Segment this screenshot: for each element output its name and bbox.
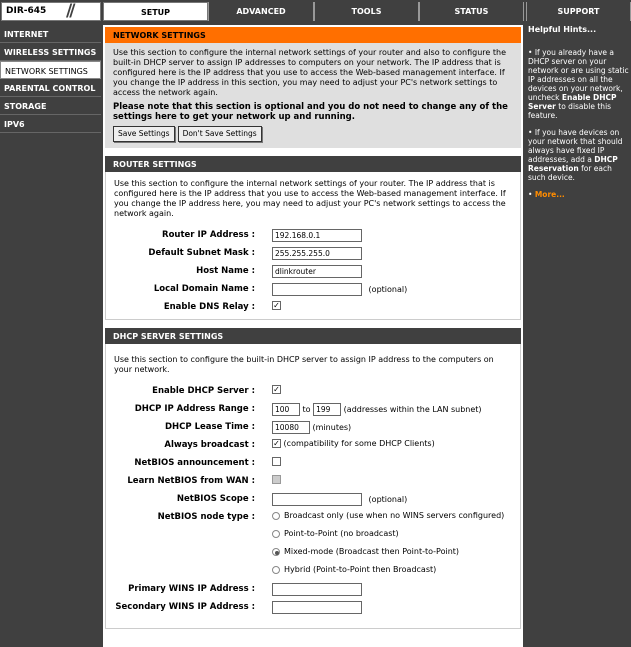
netbios-announcement-row bbox=[114, 455, 512, 473]
host-name-row bbox=[114, 263, 512, 281]
section-title: ROUTER SETTINGS bbox=[105, 156, 521, 172]
logo-slashes: // bbox=[66, 2, 73, 21]
secondary-wins-row bbox=[114, 599, 512, 617]
network-settings-body bbox=[105, 43, 521, 148]
router-ip-input[interactable]: 192.168.0.1 bbox=[272, 229, 362, 242]
radio-label: Point-to-Point (no broadcast) bbox=[284, 529, 399, 538]
range-end-input[interactable]: 199 bbox=[313, 403, 341, 416]
enable-dhcp-checkbox[interactable]: ✓ bbox=[273, 385, 280, 394]
hint-bold: Enable DHCP Server bbox=[528, 93, 617, 111]
learn-netbios-checkbox[interactable] bbox=[272, 475, 281, 484]
sidebar bbox=[0, 25, 101, 133]
subnet-mask-input[interactable]: 255.255.255.0 bbox=[272, 247, 362, 260]
range-note: (addresses within the LAN subnet) bbox=[343, 405, 482, 414]
router-settings-body bbox=[105, 172, 521, 320]
helpful-hints-panel bbox=[526, 25, 631, 207]
top-navigation-bar bbox=[0, 0, 631, 23]
dhcp-range-row bbox=[114, 401, 512, 419]
netbios-announcement-checkbox[interactable] bbox=[272, 457, 281, 466]
always-broadcast-row bbox=[114, 437, 512, 455]
hint-item bbox=[528, 48, 629, 120]
tab-setup[interactable]: SETUP bbox=[103, 2, 208, 21]
section-title: NETWORK SETTINGS bbox=[105, 27, 521, 43]
tab-status[interactable]: STATUS bbox=[419, 2, 524, 21]
optional-note: Please note that this section is optional and you do not need to change any of the settings here to get your network up and running. bbox=[113, 102, 508, 122]
node-point-to-point-radio[interactable] bbox=[272, 530, 280, 538]
node-broadcast-radio[interactable] bbox=[272, 512, 280, 520]
learn-netbios-row bbox=[114, 473, 512, 491]
field-label: Always broadcast : bbox=[164, 440, 255, 450]
node-option-row bbox=[114, 545, 512, 563]
sidebar-item-ipv6[interactable]: IPV6 bbox=[0, 115, 101, 133]
dns-relay-checkbox[interactable]: ✓ bbox=[273, 301, 280, 310]
range-start-input[interactable]: 100 bbox=[272, 403, 300, 416]
field-label: NetBIOS announcement : bbox=[134, 458, 255, 468]
bullet-icon: • bbox=[528, 128, 533, 137]
hint-bold: DHCP Reservation bbox=[528, 155, 618, 173]
hint-text: If you have devices on your network that should always have fixed IP addresses, add a bbox=[528, 128, 623, 164]
router-settings-section bbox=[105, 156, 521, 320]
lease-unit: (minutes) bbox=[312, 423, 352, 432]
range-to-label: to bbox=[302, 405, 311, 414]
dhcp-settings-body bbox=[105, 344, 521, 629]
network-settings-section bbox=[105, 27, 521, 148]
model-name: DIR-645 bbox=[6, 6, 47, 16]
primary-wins-row bbox=[114, 581, 512, 599]
hint-item bbox=[528, 128, 629, 182]
node-mixed-mode-radio[interactable] bbox=[272, 548, 280, 556]
lease-time-input[interactable]: 10080 bbox=[272, 421, 310, 434]
node-hybrid-radio[interactable] bbox=[272, 566, 280, 574]
broadcast-note: (compatibility for some DHCP Clients) bbox=[283, 439, 435, 448]
hint-text: If you already have a DHCP server on your network or are using static IP addresses on all the devices on your network, uncheck bbox=[528, 48, 629, 102]
dhcp-server-settings-section bbox=[105, 328, 521, 629]
netbios-node-type-row bbox=[114, 509, 512, 527]
lease-time-row bbox=[114, 419, 512, 437]
node-option-row bbox=[114, 527, 512, 545]
field-label: Local Domain Name : bbox=[153, 284, 255, 294]
field-label: Host Name : bbox=[196, 266, 255, 276]
field-label: Enable DHCP Server : bbox=[152, 386, 255, 396]
sidebar-item-wireless-settings[interactable]: WIRELESS SETTINGS bbox=[0, 43, 101, 61]
radio-label: Broadcast only (use when no WINS servers configured) bbox=[284, 511, 505, 520]
main-content bbox=[103, 25, 523, 647]
bullet-icon: • bbox=[528, 190, 533, 199]
radio-label: Mixed-mode (Broadcast then Point-to-Point) bbox=[284, 547, 460, 556]
tab-advanced[interactable]: ADVANCED bbox=[208, 2, 314, 21]
netbios-scope-row bbox=[114, 491, 512, 509]
host-name-input[interactable]: dlinkrouter bbox=[272, 265, 362, 278]
field-label: NetBIOS node type : bbox=[157, 512, 255, 522]
more-link[interactable]: More... bbox=[534, 190, 565, 199]
netbios-scope-input[interactable] bbox=[272, 493, 362, 506]
hints-title: Helpful Hints... bbox=[528, 25, 597, 34]
dont-save-settings-button[interactable]: Don't Save Settings bbox=[178, 126, 262, 142]
bullet-icon: • bbox=[528, 48, 533, 57]
section-description: Use this section to configure the internal network settings of your router and also to configure the built-in DHCP server to assign IP addresses to computers on your network. The IP address that is configured here is the IP address that you use to access the Web-based management interface. If you change the IP address in this section, you may need to adjust your PC's network settings to access the network again. bbox=[113, 48, 506, 97]
optional-label: (optional) bbox=[368, 285, 408, 294]
save-settings-button[interactable]: Save Settings bbox=[113, 126, 175, 142]
section-title: DHCP SERVER SETTINGS bbox=[105, 328, 521, 344]
radio-label: Hybrid (Point-to-Point then Broadcast) bbox=[284, 565, 437, 574]
tab-support[interactable]: SUPPORT bbox=[526, 2, 631, 21]
section-description: Use this section to configure the built-in DHCP server to assign IP address to the computers on your network. bbox=[114, 355, 494, 374]
field-label: Default Subnet Mask : bbox=[148, 248, 255, 258]
local-domain-row bbox=[114, 281, 512, 299]
subnet-mask-row bbox=[114, 245, 512, 263]
sidebar-item-parental-control[interactable]: PARENTAL CONTROL bbox=[0, 79, 101, 97]
secondary-wins-input[interactable] bbox=[272, 601, 362, 614]
tab-tools[interactable]: TOOLS bbox=[314, 2, 419, 21]
primary-wins-input[interactable] bbox=[272, 583, 362, 596]
dns-relay-row bbox=[114, 299, 512, 317]
sidebar-item-storage[interactable]: STORAGE bbox=[0, 97, 101, 115]
field-label: Enable DNS Relay : bbox=[163, 302, 255, 312]
model-badge bbox=[1, 2, 101, 21]
section-description: Use this section to configure the internal network settings of your router. The IP address that is configured here is the IP address that you use to access the Web-based management interface. If you change the IP address here, you may need to adjust your PC's network settings to access the network again. bbox=[114, 179, 506, 218]
field-label: DHCP Lease Time : bbox=[165, 422, 255, 432]
local-domain-input[interactable] bbox=[272, 283, 362, 296]
field-label: Secondary WINS IP Address : bbox=[115, 602, 255, 612]
node-option-row bbox=[114, 563, 512, 581]
hint-text: to disable this feature. bbox=[528, 102, 612, 120]
field-label: Primary WINS IP Address : bbox=[128, 584, 255, 594]
sidebar-item-network-settings[interactable]: NETWORK SETTINGS bbox=[0, 61, 101, 79]
field-label: DHCP IP Address Range : bbox=[134, 404, 255, 414]
optional-label: (optional) bbox=[368, 495, 408, 504]
field-label: NetBIOS Scope : bbox=[176, 494, 255, 504]
hint-item bbox=[528, 190, 629, 199]
always-broadcast-checkbox[interactable]: ✓ bbox=[273, 439, 280, 448]
hint-text: for each such device. bbox=[528, 164, 612, 182]
router-ip-row bbox=[114, 227, 512, 245]
field-label: Learn NetBIOS from WAN : bbox=[127, 476, 255, 486]
sidebar-item-internet[interactable]: INTERNET bbox=[0, 25, 101, 43]
enable-dhcp-row bbox=[114, 383, 512, 401]
field-label: Router IP Address : bbox=[162, 230, 255, 240]
